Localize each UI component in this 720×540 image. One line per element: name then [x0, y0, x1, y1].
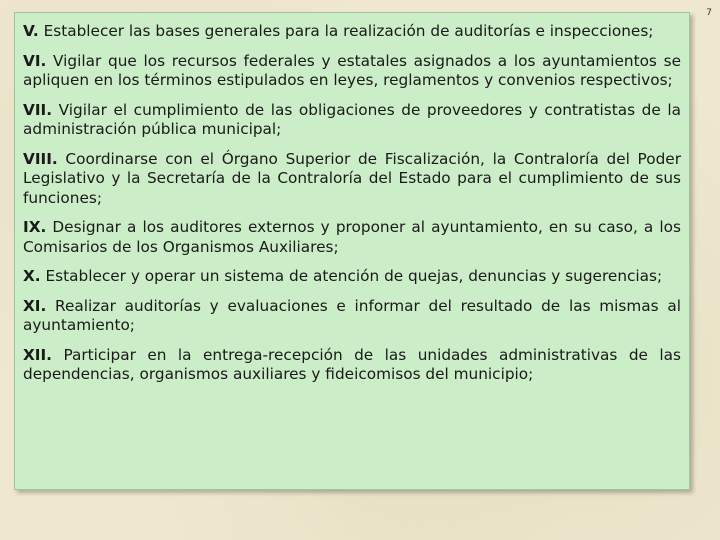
list-item-vi	[23, 52, 681, 91]
item-numeral: VI.	[23, 51, 47, 70]
page-number: 7	[706, 8, 712, 18]
list-item-viii	[23, 150, 681, 209]
list-item-x	[23, 267, 681, 287]
item-numeral: IX.	[23, 218, 47, 236]
item-numeral: XII.	[23, 345, 52, 364]
list-item-xii	[23, 346, 681, 385]
content-box	[14, 12, 690, 490]
item-text: Participar en la entrega-recepción de las unidades administrativas de las dependencias, organismos auxiliares y fideicomisos del municipio;	[23, 345, 681, 383]
item-text: Designar a los auditores externos y proponer al ayuntamiento, en su caso, a los Comisarios de los Organismos Auxiliares;	[23, 218, 681, 256]
item-numeral: V.	[23, 22, 39, 40]
item-numeral: VII.	[23, 100, 53, 119]
list-item-v	[23, 22, 681, 42]
item-text: Establecer las bases generales para la realización de auditorías e inspecciones;	[43, 22, 654, 40]
item-text: Coordinarse con el Órgano Superior de Fiscalización, la Contraloría del Poder Legislativo y la Secretaría de la Contraloría del Estado para el cumplimiento de sus funciones;	[23, 149, 681, 207]
item-text: Vigilar que los recursos federales y estatales asignados a los ayuntamientos se apliquen en los términos estipulados en leyes, reglamentos y convenios respectivos;	[23, 51, 681, 89]
item-numeral: X.	[23, 267, 41, 285]
list-item-ix	[23, 218, 681, 257]
list-item-xi	[23, 297, 681, 336]
item-text: Establecer y operar un sistema de atención de quejas, denuncias y sugerencias;	[45, 267, 663, 285]
list-item-vii	[23, 101, 681, 140]
item-text: Vigilar el cumplimiento de las obligaciones de proveedores y contratistas de la administración pública municipal;	[23, 100, 681, 138]
item-text: Realizar auditorías y evaluaciones e informar del resultado de las mismas al ayuntamiento;	[23, 296, 681, 334]
item-numeral: XI.	[23, 296, 47, 315]
item-numeral: VIII.	[23, 149, 58, 168]
